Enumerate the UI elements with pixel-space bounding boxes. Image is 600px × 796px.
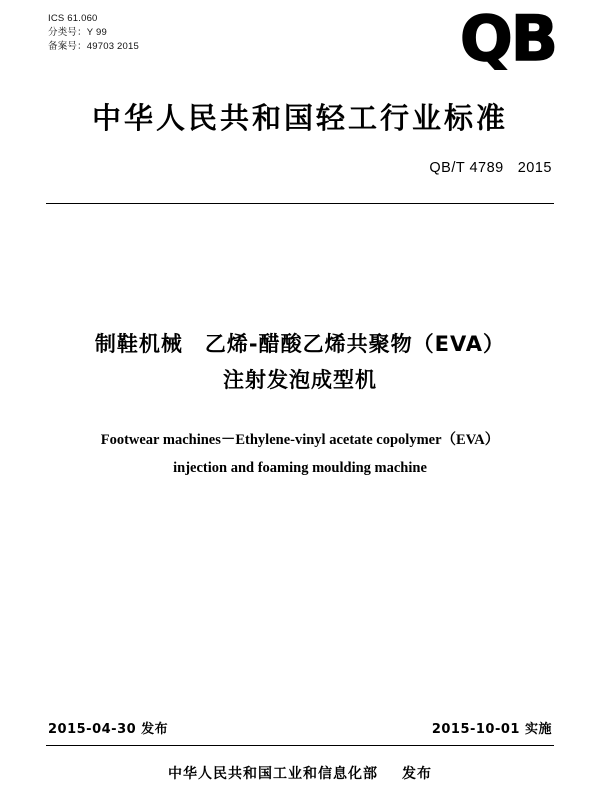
footer-divider <box>46 745 554 746</box>
standard-number-code: QB/T 4789 <box>429 160 504 176</box>
document-title-english-line1: Footwear machines－Ethylene-vinyl acetate copolymer（EVA） <box>100 432 500 448</box>
publisher-name: 中华人民共和国工业和信息化部 <box>168 766 378 782</box>
issue-date: 2015-04-30 发布 <box>48 722 169 737</box>
document-title-chinese-line1: 制鞋机械 乙烯-醋酸乙烯共聚物（EVA） <box>94 332 506 356</box>
document-title-chinese-line2: 注射发泡成型机 <box>223 368 377 392</box>
publish-label: 发布 <box>402 766 432 782</box>
record-number: 备案号：49703 2015 <box>48 41 139 52</box>
publisher-line <box>0 763 600 783</box>
header-divider <box>46 203 554 204</box>
standard-number-year: 2015 <box>517 160 552 176</box>
document-title-english <box>0 426 600 482</box>
document-metadata-block <box>48 12 139 54</box>
document-title-english-line2: injection and foaming moulding machine <box>173 460 427 476</box>
classification-code: 分类号：Y 99 <box>48 27 107 38</box>
dates-row <box>48 718 552 737</box>
ics-code: ICS 61.060 <box>48 13 98 24</box>
qb-logo: QB <box>460 2 556 75</box>
effective-date: 2015-10-01 实施 <box>431 722 552 737</box>
document-title-chinese <box>0 326 600 398</box>
issuing-authority-title: 中华人民共和国轻工行业标准 <box>91 101 508 135</box>
standard-number <box>429 160 552 176</box>
